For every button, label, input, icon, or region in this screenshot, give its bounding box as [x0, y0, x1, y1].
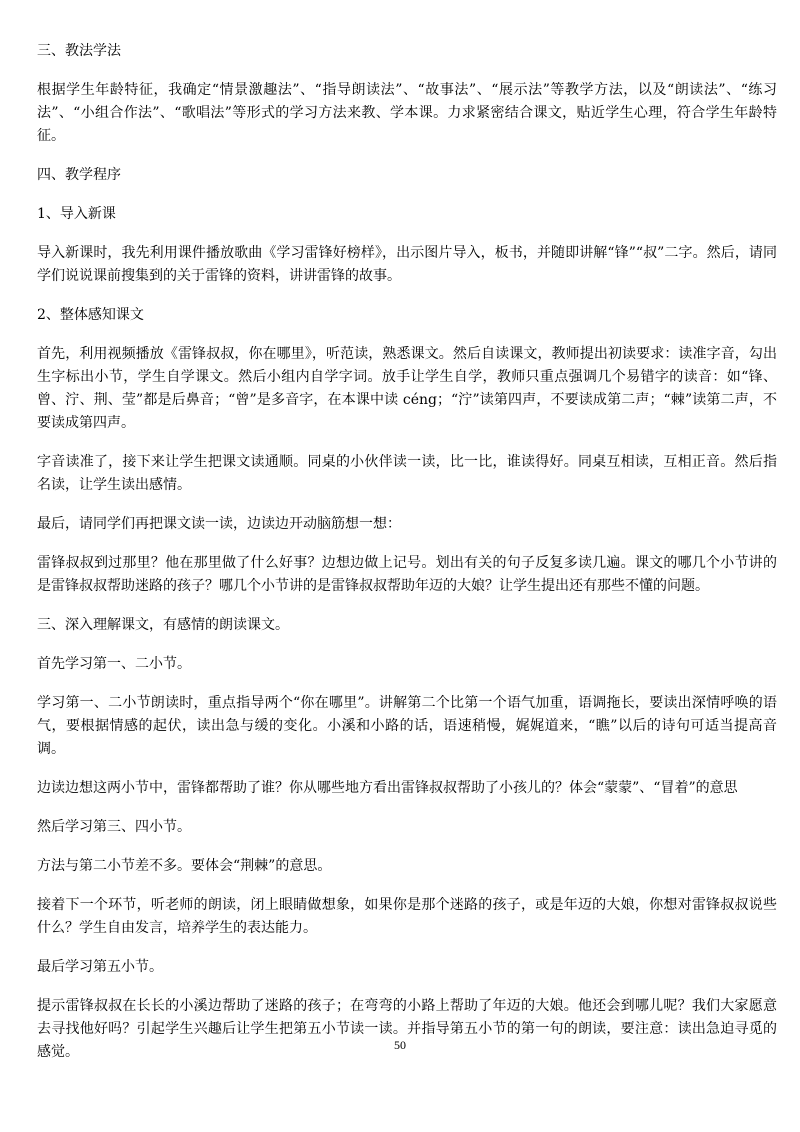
paragraph-study-sections-3-4: 然后学习第三、四小节。 [37, 819, 191, 835]
paragraph-teaching-methods: 根据学生年龄特征，我确定“情景激趣法”、“指导朗读法”、“故事法”、“展示法”等教学方法，以及“朗读法”、“练习法”、“小组合作法”、“歌唱法”等形式的学习方法来教、学本课。力求紧密结合课文，贴近学生心理，符合学生年龄特征。 [37, 82, 777, 144]
paragraph-reflection: 边读边想这两小节中，雷锋都帮助了谁？你从哪些地方看出雷锋叔叔帮助了小孩儿的？体会“蒙蒙”、“冒着”的意思 [37, 780, 738, 796]
paragraph-overall-perception: 首先，利用视频播放《雷锋叔叔，你在哪里》，听范读，熟悉课文。然后自读课文，教师提出初读要求：读准字音，勾出生字标出小节，学生自学课文。然后小组内自学字词。放手让学生自学，教师只重点强调几个易错字的读音：如“锋、曾、泞、荆、莹”都是后鼻音；“曾”是多音字，在本课中读 céng；“泞”读第四声，不要读成第二声；“棘”读第二声，不要读成第四声。 [37, 346, 777, 431]
section-heading-teaching-procedure: 四、教学程序 [37, 167, 121, 183]
paragraph-study-section-5: 最后学习第五小节。 [37, 959, 163, 975]
paragraph-reading-guidance: 学习第一、二小节朗读时，重点指导两个“你在哪里”。讲解第二个比第一个语气加重，语调拖长，要读出深情呼唤的语气，要根据情感的起伏，读出急与缓的变化。小溪和小路的话，语速稍慢，娓娓道来，“瞧”以后的诗句可适当提高音调。 [37, 695, 777, 757]
subheading-introduction: 1、导入新课 [37, 206, 116, 222]
paragraph-section-5-guidance: 提示雷锋叔叔在长长的小溪边帮助了迷路的孩子；在弯弯的小路上帮助了年迈的大娘。他还会到哪儿呢？我们大家愿意去寻找他好吗？引起学生兴趣后让学生把第五小节读一读。并指导第五小节的第一句的朗读，要注意：读出急迫寻觅的感觉。 [37, 998, 777, 1060]
paragraph-read-again: 最后，请同学们再把课文读一读，边读边开动脑筋想一想： [37, 516, 401, 532]
paragraph-study-sections-1-2: 首先学习第一、二小节。 [37, 656, 191, 672]
subheading-overall-perception: 2、整体感知课文 [37, 307, 144, 323]
document-body [37, 40, 777, 1080]
paragraph-reading-fluency: 字音读准了，接下来让学生把课文读通顺。同桌的小伙伴读一读，比一比，谁读得好。同桌互相读，互相正音。然后指名读，让学生读出感情。 [37, 454, 777, 493]
paragraph-imagination: 接着下一个环节，听老师的朗读，闭上眼睛做想象，如果你是那个迷路的孩子，或是年迈的大娘，你想对雷锋叔叔说些什么？学生自由发言，培养学生的表达能力。 [37, 897, 777, 936]
section-heading-teaching-methods: 三、教法学法 [37, 43, 121, 59]
page-number: 50 [394, 1038, 406, 1052]
paragraph-introduction: 导入新课时，我先利用课件播放歌曲《学习雷锋好榜样》，出示图片导入，板书，并随即讲解“锋”“叔”二字。然后，请同学们说说课前搜集到的关于雷锋的资料，讲讲雷锋的故事。 [37, 245, 777, 284]
paragraph-method: 方法与第二小节差不多。要体会“荆棘”的意思。 [37, 858, 332, 874]
section-heading-deep-understanding: 三、深入理解课文，有感情的朗读课文。 [37, 617, 289, 633]
paragraph-questions: 雷锋叔叔到过那里？他在那里做了什么好事？边想边做上记号。划出有关的句子反复多读几遍。课文的哪几个小节讲的是雷锋叔叔帮助迷路的孩子？哪几个小节讲的是雷锋叔叔帮助年迈的大娘？让学生提出还有那些不懂的问题。 [37, 555, 777, 594]
